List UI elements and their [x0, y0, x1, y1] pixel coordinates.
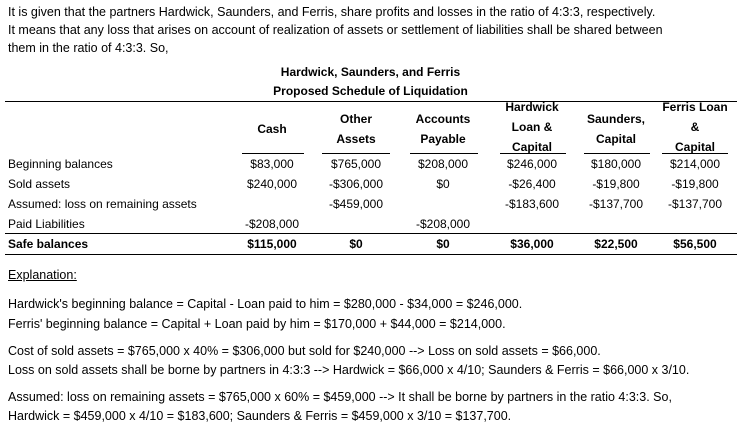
header-ferris-l3: Capital	[674, 140, 715, 154]
table-cell: -$183,600	[504, 197, 560, 211]
table-cell: $0	[436, 237, 450, 251]
header-ferris	[656, 97, 734, 157]
header-rule-other-assets	[322, 153, 390, 154]
row-label-assumed-loss: Assumed: loss on remaining assets	[8, 197, 197, 211]
table-cell: -$26,400	[508, 177, 556, 191]
table-cell: $36,000	[510, 237, 554, 251]
table-cell: $246,000	[506, 157, 558, 171]
header-accounts-payable-l2: Payable	[420, 132, 466, 146]
header-saunders	[578, 109, 654, 149]
table-cell: $56,500	[673, 237, 717, 251]
row-label-paid-liabilities: Paid Liabilities	[8, 217, 85, 231]
header-rule-ferris	[662, 153, 728, 154]
table-cell: $0	[349, 237, 363, 251]
table-cell: $22,500	[594, 237, 638, 251]
header-accounts-payable-l1: Accounts	[415, 112, 471, 126]
header-other-assets-l1: Other	[339, 112, 372, 126]
header-ferris-l2: &	[690, 120, 700, 134]
explanation-line-1: Hardwick's beginning balance = Capital - Loan paid to him = $280,000 - $34,000 = $246,000.	[8, 297, 523, 311]
explanation-line-3: Cost of sold assets = $765,000 x 40% = $306,000 but sold for $240,000 --> Loss on sold assets = $66,000.	[8, 344, 601, 358]
table-top-rule	[5, 101, 737, 102]
table-cell: -$137,700	[667, 197, 723, 211]
header-hardwick	[492, 97, 572, 157]
row-label-beginning: Beginning balances	[8, 157, 113, 171]
totals-top-rule	[5, 233, 737, 234]
header-saunders-l1: Saunders,	[586, 112, 646, 126]
table-bottom-rule	[5, 254, 737, 255]
table-cell: $83,000	[250, 157, 294, 171]
header-hardwick-l3: Capital	[511, 140, 552, 154]
table-cell: $0	[436, 177, 450, 191]
table-title: Hardwick, Saunders, and Ferris	[280, 65, 461, 79]
table-cell: -$19,800	[592, 177, 640, 191]
header-accounts-payable	[404, 109, 482, 149]
table-cell: $208,000	[417, 157, 469, 171]
header-rule-accounts-payable	[410, 153, 478, 154]
header-ferris-l1: Ferris Loan	[662, 100, 728, 114]
explanation-line-5: Assumed: loss on remaining assets = $765,000 x 60% = $459,000 --> It shall be borne by partners in the ratio 4:3:3. So,	[8, 390, 672, 404]
table-subtitle: Proposed Schedule of Liquidation	[273, 84, 468, 98]
table-cell: -$306,000	[328, 177, 384, 191]
row-label-sold-assets: Sold assets	[8, 177, 71, 191]
table-cell: $115,000	[247, 237, 297, 251]
row-label-safe-balances: Safe balances	[8, 237, 89, 251]
table-cell: -$459,000	[328, 197, 384, 211]
explanation-line-4: Loss on sold assets shall be borne by partners in 4:3:3 --> Hardwick = $66,000 x 4/10; Saunders & Ferris = $66,000 x 3/10.	[8, 363, 690, 377]
table-cell: -$208,000	[415, 217, 471, 231]
header-saunders-l2: Capital	[595, 132, 636, 146]
header-cash	[238, 119, 306, 139]
explanation-heading: Explanation:	[8, 268, 77, 282]
explanation-line-6: Hardwick = $459,000 x 4/10 = $183,600; Saunders & Ferris = $459,000 x 3/10 = $137,700.	[8, 409, 512, 423]
table-cell: -$208,000	[244, 217, 300, 231]
header-other-assets-l2: Assets	[336, 132, 376, 146]
intro-line-2: It means that any loss that arises on account of realization of assets or settlement of liabilities shall be shared between	[8, 23, 663, 37]
header-cash-l1: Cash	[257, 122, 287, 136]
header-hardwick-l2: Loan &	[511, 120, 553, 134]
table-cell: $765,000	[330, 157, 382, 171]
header-rule-cash	[242, 153, 304, 154]
header-hardwick-l1: Hardwick	[505, 100, 559, 114]
header-rule-saunders	[584, 153, 650, 154]
table-cell: $180,000	[590, 157, 642, 171]
header-rule-hardwick	[500, 153, 566, 154]
table-cell: $214,000	[669, 157, 721, 171]
header-other-assets	[316, 109, 396, 149]
explanation-line-2: Ferris' beginning balance = Capital + Loan paid by him = $170,000 + $44,000 = $214,000.	[8, 317, 506, 331]
table-cell: -$137,700	[588, 197, 644, 211]
table-cell: -$19,800	[671, 177, 719, 191]
intro-line-3: them in the ratio of 4:3:3. So,	[8, 41, 169, 55]
table-cell: $240,000	[246, 177, 298, 191]
intro-line-1: It is given that the partners Hardwick, Saunders, and Ferris, share profits and losses in the ratio of 4:3:3, respectively.	[8, 5, 656, 19]
